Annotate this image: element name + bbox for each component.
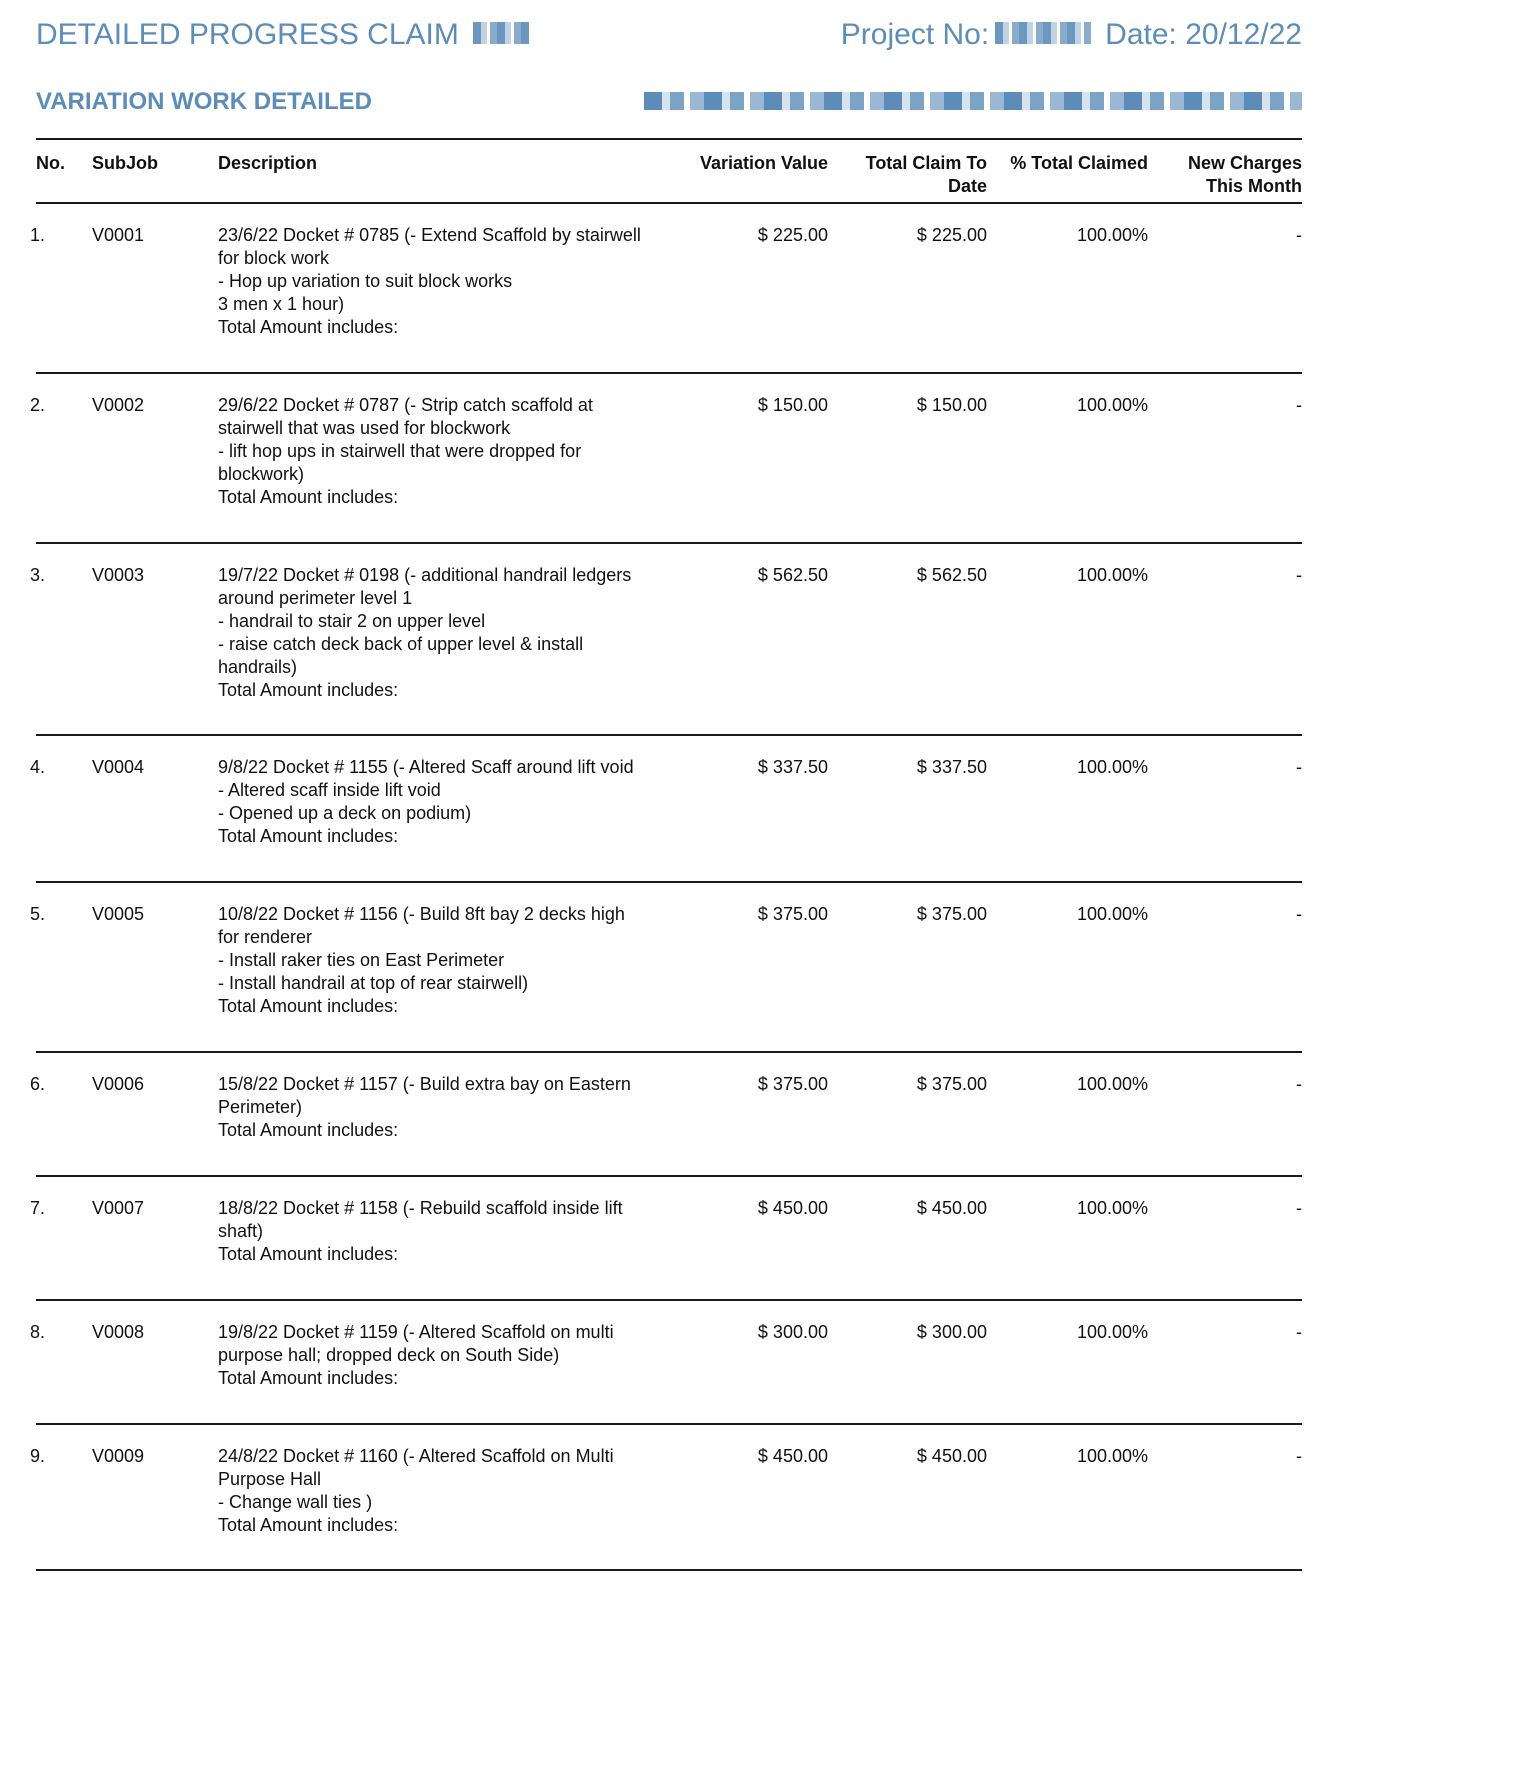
row-variation-value: $ 337.50 — [757, 757, 828, 777]
row-subjob: V0004 — [92, 757, 145, 777]
row-total-claim: $ 562.50 — [916, 565, 987, 585]
document-date: Date: 20/12/22 — [1105, 18, 1302, 51]
row-variation-value: $ 225.00 — [757, 225, 828, 245]
row-total-claim: $ 450.00 — [916, 1198, 987, 1218]
description-line: 24/8/22 Docket # 1160 (- Altered Scaffold on Multi — [218, 1446, 614, 1466]
column-header-total-claim: Total Claim To Date — [865, 153, 987, 196]
description-line: - handrail to stair 2 on upper level — [218, 611, 486, 631]
column-header-description: Description — [218, 153, 318, 173]
table-row — [30, 736, 1302, 881]
description-line: Purpose Hall — [218, 1469, 322, 1489]
row-description — [218, 756, 688, 848]
description-line: Total Amount includes: — [218, 1120, 399, 1140]
row-variation-value: $ 562.50 — [757, 565, 828, 585]
row-total-claim: $ 375.00 — [916, 904, 987, 924]
row-subjob: V0006 — [92, 1074, 145, 1094]
row-number: 1. — [30, 225, 46, 245]
row-description — [218, 564, 688, 702]
document-title — [36, 18, 529, 52]
row-variation-value: $ 375.00 — [757, 1074, 828, 1094]
description-line: Total Amount includes: — [218, 996, 399, 1016]
document-header — [36, 14, 1302, 58]
row-pct-claimed: 100.00% — [1076, 1074, 1148, 1094]
description-line: blockwork) — [218, 464, 305, 484]
description-line: - Change wall ties ) — [218, 1492, 373, 1512]
description-line: - raise catch deck back of upper level & install — [218, 634, 584, 654]
row-subjob: V0002 — [92, 395, 145, 415]
row-number: 8. — [30, 1322, 46, 1342]
row-number: 9. — [30, 1446, 46, 1466]
description-line: Total Amount includes: — [218, 680, 399, 700]
description-line: handrails) — [218, 657, 298, 677]
description-line: 19/8/22 Docket # 1159 (- Altered Scaffold on multi — [218, 1322, 614, 1342]
row-number: 4. — [30, 757, 46, 777]
description-line: - Install handrail at top of rear stairwell) — [218, 973, 529, 993]
table-body — [30, 204, 1302, 1571]
row-variation-value: $ 150.00 — [757, 395, 828, 415]
column-header-variation-value: Variation Value — [699, 153, 828, 173]
row-number: 3. — [30, 565, 46, 585]
row-total-claim: $ 337.50 — [916, 757, 987, 777]
row-total-claim: $ 300.00 — [916, 1322, 987, 1342]
row-subjob: V0007 — [92, 1198, 145, 1218]
description-line: 9/8/22 Docket # 1155 (- Altered Scaff around lift void — [218, 757, 634, 777]
row-total-claim: $ 375.00 — [916, 1074, 987, 1094]
table-row — [30, 1301, 1302, 1423]
redacted-project-number — [995, 22, 1091, 44]
row-new-charges: - — [1296, 395, 1302, 415]
redacted-project-name — [644, 92, 1302, 110]
row-variation-value: $ 450.00 — [757, 1446, 828, 1466]
row-new-charges: - — [1296, 225, 1302, 245]
row-description — [218, 1073, 688, 1142]
row-description — [218, 224, 688, 339]
row-number: 2. — [30, 395, 46, 415]
section-header — [36, 86, 1302, 116]
description-line: - Opened up a deck on podium) — [218, 803, 472, 823]
description-line: Perimeter) — [218, 1097, 303, 1117]
description-line: Total Amount includes: — [218, 1515, 399, 1535]
row-new-charges: - — [1296, 565, 1302, 585]
row-new-charges: - — [1296, 1074, 1302, 1094]
table-row — [30, 374, 1302, 542]
row-subjob: V0003 — [92, 565, 145, 585]
description-line: around perimeter level 1 — [218, 588, 413, 608]
description-line: 3 men x 1 hour) — [218, 294, 345, 314]
row-pct-claimed: 100.00% — [1076, 757, 1148, 777]
row-new-charges: - — [1296, 1446, 1302, 1466]
description-line: 23/6/22 Docket # 0785 (- Extend Scaffold by stairwell — [218, 225, 641, 245]
row-pct-claimed: 100.00% — [1076, 1322, 1148, 1342]
row-pct-claimed: 100.00% — [1076, 225, 1148, 245]
row-description — [218, 394, 688, 509]
row-new-charges: - — [1296, 904, 1302, 924]
description-line: 10/8/22 Docket # 1156 (- Build 8ft bay 2 decks high — [218, 904, 625, 924]
row-pct-claimed: 100.00% — [1076, 904, 1148, 924]
description-line: shaft) — [218, 1221, 264, 1241]
row-number: 5. — [30, 904, 46, 924]
description-line: - lift hop ups in stairwell that were dropped for — [218, 441, 582, 461]
project-number-label: Project No: — [840, 18, 990, 51]
table-row — [30, 1177, 1302, 1299]
description-line: - Altered scaff inside lift void — [218, 780, 441, 800]
row-new-charges: - — [1296, 1322, 1302, 1342]
row-pct-claimed: 100.00% — [1076, 565, 1148, 585]
description-line: Total Amount includes: — [218, 487, 399, 507]
row-subjob: V0009 — [92, 1446, 145, 1466]
table-header — [36, 140, 1302, 202]
description-line: - Hop up variation to suit block works — [218, 271, 513, 291]
row-number: 6. — [30, 1074, 46, 1094]
description-line: 18/8/22 Docket # 1158 (- Rebuild scaffold inside lift — [218, 1198, 623, 1218]
description-line: purpose hall; dropped deck on South Side) — [218, 1345, 560, 1365]
row-variation-value: $ 300.00 — [757, 1322, 828, 1342]
row-number: 7. — [30, 1198, 46, 1218]
row-subjob: V0005 — [92, 904, 145, 924]
row-variation-value: $ 450.00 — [757, 1198, 828, 1218]
description-line: Total Amount includes: — [218, 317, 399, 337]
row-divider — [36, 1569, 1302, 1571]
table-row — [30, 1425, 1302, 1569]
row-description — [218, 1445, 688, 1537]
row-description — [218, 903, 688, 1018]
row-total-claim: $ 225.00 — [916, 225, 987, 245]
description-line: for renderer — [218, 927, 313, 947]
variation-table — [30, 138, 1302, 1571]
table-row — [30, 883, 1302, 1051]
row-description — [218, 1321, 688, 1390]
table-row — [30, 204, 1302, 372]
column-header-pct-claimed: % Total Claimed — [1010, 153, 1148, 173]
row-subjob: V0008 — [92, 1322, 145, 1342]
column-header-new-charges: New Charges This Month — [1187, 153, 1302, 196]
description-line: Total Amount includes: — [218, 1368, 399, 1388]
row-new-charges: - — [1296, 1198, 1302, 1218]
table-row — [30, 544, 1302, 734]
document-meta — [841, 18, 1302, 52]
description-line: 19/7/22 Docket # 0198 (- additional handrail ledgers — [218, 565, 632, 585]
description-line: Total Amount includes: — [218, 826, 399, 846]
row-new-charges: - — [1296, 757, 1302, 777]
column-header-no: No. — [36, 153, 65, 173]
row-pct-claimed: 100.00% — [1076, 395, 1148, 415]
row-variation-value: $ 375.00 — [757, 904, 828, 924]
row-pct-claimed: 100.00% — [1076, 1446, 1148, 1466]
description-line: stairwell that was used for blockwork — [218, 418, 511, 438]
description-line: - Install raker ties on East Perimeter — [218, 950, 505, 970]
row-description — [218, 1197, 688, 1266]
row-total-claim: $ 450.00 — [916, 1446, 987, 1466]
description-line: Total Amount includes: — [218, 1244, 399, 1264]
document-title-text: DETAILED PROGRESS CLAIM — [36, 18, 459, 51]
row-subjob: V0001 — [92, 225, 145, 245]
table-row — [30, 1053, 1302, 1175]
description-line: for block work — [218, 248, 330, 268]
description-line: 29/6/22 Docket # 0787 (- Strip catch scaffold at — [218, 395, 593, 415]
row-total-claim: $ 150.00 — [916, 395, 987, 415]
redacted-title-suffix — [473, 22, 529, 44]
column-header-subjob: SubJob — [92, 153, 158, 173]
row-pct-claimed: 100.00% — [1076, 1198, 1148, 1218]
description-line: 15/8/22 Docket # 1157 (- Build extra bay on Eastern — [218, 1074, 631, 1094]
section-title: VARIATION WORK DETAILED — [36, 88, 372, 115]
